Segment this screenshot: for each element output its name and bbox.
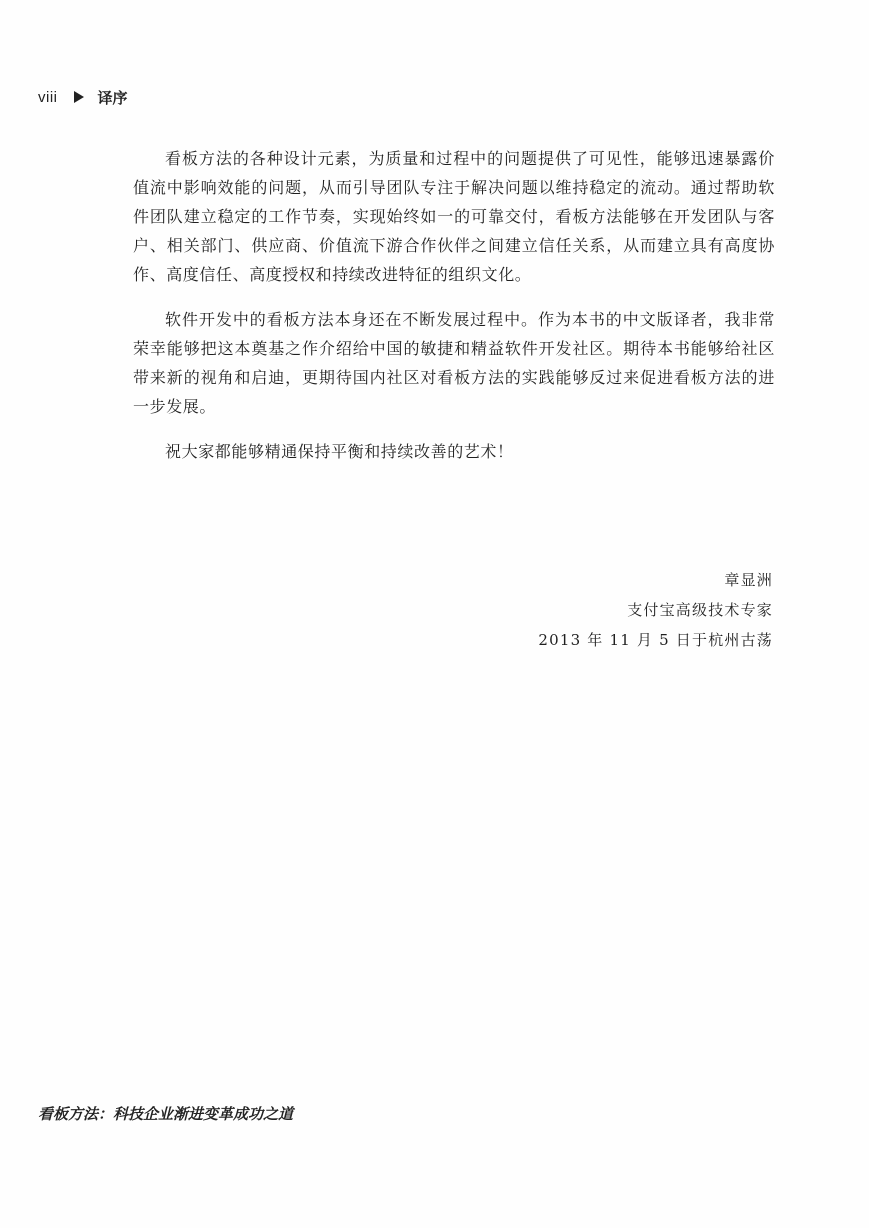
- signature-title: 支付宝高级技术专家: [627, 601, 773, 619]
- paragraph-1: 看板方法的各种设计元素，为质量和过程中的问题提供了可见性，能够迅速暴露价值流中影响效能的问题，从而引导团队专注于解决问题以维持稳定的流动。通过帮助软件团队建立稳定的工作节奏，实现始终如一的可靠交付，看板方法能够在开发团队与客户、相关部门、供应商、价值流下游合作伙伴之间建立信任关系，从而建立具有高度协作、高度信任、高度授权和持续改进特征的组织文化。: [133, 149, 775, 284]
- section-title: 译序: [97, 88, 128, 107]
- signature-date-place: 2013 年 11 月 5 日于杭州古荡: [538, 631, 773, 649]
- translator-signature: [538, 565, 773, 655]
- page-number: viii: [38, 88, 58, 106]
- footer-book-title: 看板方法：科技企业渐进变革成功之道: [38, 1105, 294, 1123]
- paragraph-2: 软件开发中的看板方法本身还在不断发展过程中。作为本书的中文版译者，我非常荣幸能够把这本奠基之作介绍给中国的敏捷和精益软件开发社区。期待本书能够给社区带来新的视角和启迪，更期待国内社区对看板方法的实践能够反过来促进看板方法的进一步发展。: [133, 310, 775, 416]
- body-text: [133, 144, 775, 482]
- paragraph-3: 祝大家都能够精通保持平衡和持续改善的艺术！: [165, 442, 514, 461]
- triangle-arrow-icon: [74, 91, 84, 103]
- running-header: [38, 86, 128, 108]
- signature-name: 章显洲: [724, 571, 773, 589]
